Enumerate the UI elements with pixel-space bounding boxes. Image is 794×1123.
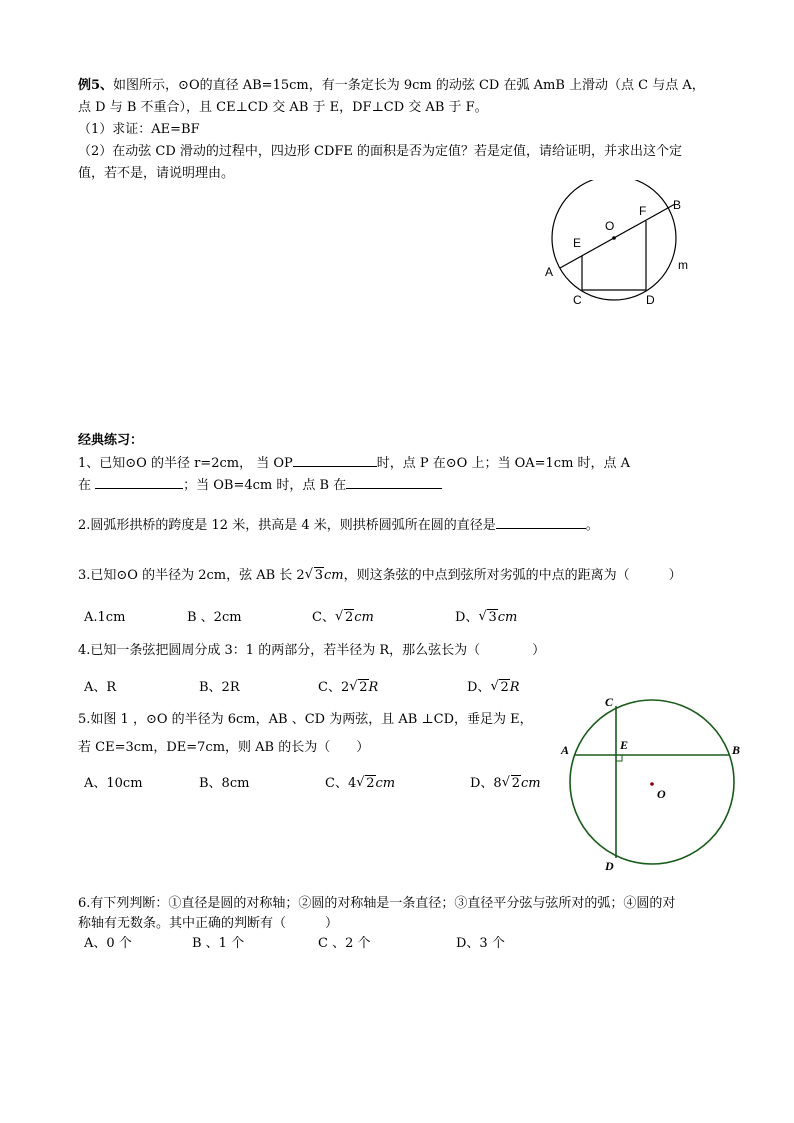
label-f: F (639, 204, 647, 218)
center-point (612, 236, 616, 240)
q5-option-c-radicand: 2 (366, 776, 375, 791)
practice-q4: 4.已知一条弦把圆周分成 3：1 的两部分，若半径为 R，那么弦长为（ ） (78, 643, 546, 658)
label-d: D (646, 293, 655, 307)
right-angle-marker (616, 755, 622, 761)
q3-option-c-label: C、 (312, 610, 335, 625)
q3-option-d (455, 608, 517, 628)
label-e: E (620, 738, 629, 752)
q3-option-d-unit: cm (497, 610, 518, 625)
label-o: O (605, 219, 615, 233)
q6-option-a: A、0 个 (84, 936, 132, 951)
q1-text-1: 1、已知⊙O 的半径 r=2cm， 当 OP (78, 456, 293, 471)
label-c: C (573, 293, 582, 307)
q1-blank-1[interactable] (293, 452, 377, 467)
q5-option-d-unit: cm (520, 776, 541, 791)
q1-text-2: 时，点 P 在⊙O 上；当 OA=1cm 时，点 A (376, 456, 631, 471)
example5-line1 (78, 76, 705, 96)
q4-option-a: A、R (84, 680, 117, 695)
q3-option-d-label: D、 (455, 610, 479, 625)
q3-option-b: B 、2cm (187, 610, 242, 625)
practice-q1-line1 (78, 452, 630, 474)
q5-option-a: A、10cm (84, 776, 143, 791)
q3-radicand: 3 (314, 568, 323, 583)
example5-question-2-line2: 值，若不是，请说明理由。 (78, 166, 235, 181)
q6-option-c: C 、2 个 (318, 936, 371, 951)
q4-option-d-label: D、 (467, 680, 491, 695)
q5-option-d (470, 774, 541, 794)
q5-option-c-label: C、4 (325, 776, 357, 791)
circle-o (570, 700, 734, 864)
label-b: B (673, 198, 682, 212)
label-d: D (605, 859, 614, 873)
label-a: A (545, 265, 554, 279)
q5-option-c-unit: cm (375, 776, 396, 791)
practice-q5-line1: 5.如图 1 ，⊙O 的半径为 6cm，AB 、CD 为两弦，且 AB ⊥CD，垂足为 E， (78, 712, 533, 727)
q3-text-b: ，则这条弦的中点到弦所对劣弧的中点的距离为（ ） (343, 568, 682, 583)
q3-option-a: A.1cm (84, 610, 126, 625)
q5-option-c (325, 774, 395, 794)
label-e: E (573, 236, 582, 250)
q2-blank[interactable] (496, 514, 586, 529)
q4-option-c-unit: R (368, 680, 379, 695)
practice-q6-line2: 称轴有无数条。其中正确的判断有（ ） (78, 916, 339, 931)
example5-text-1: 如图所示，⊙O的直径 AB=15cm，有一条定长为 9cm 的动弦 CD 在弧 AmB 上滑动（点 C 与点 A， (113, 78, 705, 93)
practice-q5-line2: 若 CE=3cm，DE=7cm，则 AB 的长为（ ） (78, 740, 370, 755)
q3-option-c-unit: cm (354, 610, 374, 625)
q4-option-b: B、2R (199, 680, 240, 695)
center-point (650, 782, 654, 786)
q3-option-c (312, 608, 374, 628)
q4-option-c-radicand: 2 (359, 680, 368, 695)
q1-blank-3[interactable] (346, 474, 442, 489)
q1-blank-2[interactable] (95, 474, 183, 489)
q5-figure (556, 690, 756, 880)
circle-o (552, 180, 676, 300)
q4-option-d-radicand: 2 (500, 680, 509, 695)
q6-option-d: D、3 个 (456, 936, 505, 951)
q4-option-c-label: C、2 (318, 680, 350, 695)
q5-option-d-radicand: 2 (511, 776, 520, 791)
q6-option-b: B 、1 个 (192, 936, 245, 951)
label-b: B (732, 743, 741, 757)
q3-unit: cm (324, 568, 344, 583)
q4-option-d-unit: R (509, 680, 520, 695)
q3-text-a: 3.已知⊙O 的半径为 2cm，弦 AB 长 2 (78, 568, 305, 583)
q4-option-c (318, 678, 378, 698)
example5-figure (530, 180, 710, 310)
q1-text-3: 在 (78, 478, 96, 493)
label-m: m (678, 258, 688, 272)
q2-text: 2.圆弧形拱桥的跨度是 12 米，拱高是 4 米，则拱桥圆弧所在圆的直径是 (78, 518, 496, 533)
q3-option-c-radicand: 2 (344, 610, 354, 625)
q2-end: 。 (585, 518, 599, 533)
label-o: O (657, 787, 666, 801)
practice-q6-line1: 6.有下列判断：①直径是圆的对称轴；②圆的对称轴是一条直径；③直径平分弦与弦所对的弧；④圆的对 (78, 896, 676, 911)
label-c: C (605, 695, 614, 709)
practice-heading: 经典练习： (78, 433, 144, 448)
example5-question-1: （1）求证：AE=BF (78, 122, 200, 137)
practice-q1-line2 (78, 474, 442, 496)
practice-q3 (78, 566, 682, 586)
q4-option-d (467, 678, 520, 698)
example5-question-2-line1: （2）在动弦 CD 滑动的过程中，四边形 CDFE 的面积是否为定值？若是定值，请给证明，并求出这个定 (78, 144, 683, 159)
q3-option-d-radicand: 3 (488, 610, 497, 625)
practice-q2 (78, 514, 599, 536)
example5-heading: 例5、 (78, 78, 114, 93)
q5-option-d-label: D、8 (470, 776, 502, 791)
q1-text-4: ；当 OB=4cm 时，点 B 在 (183, 478, 347, 493)
label-a: A (561, 743, 570, 757)
example5-text-2: 点 D 与 B 不重合），且 CE⊥CD 交 AB 于 E，DF⊥CD 交 AB 于 F。 (78, 100, 488, 115)
q5-option-b: B、8cm (199, 776, 250, 791)
